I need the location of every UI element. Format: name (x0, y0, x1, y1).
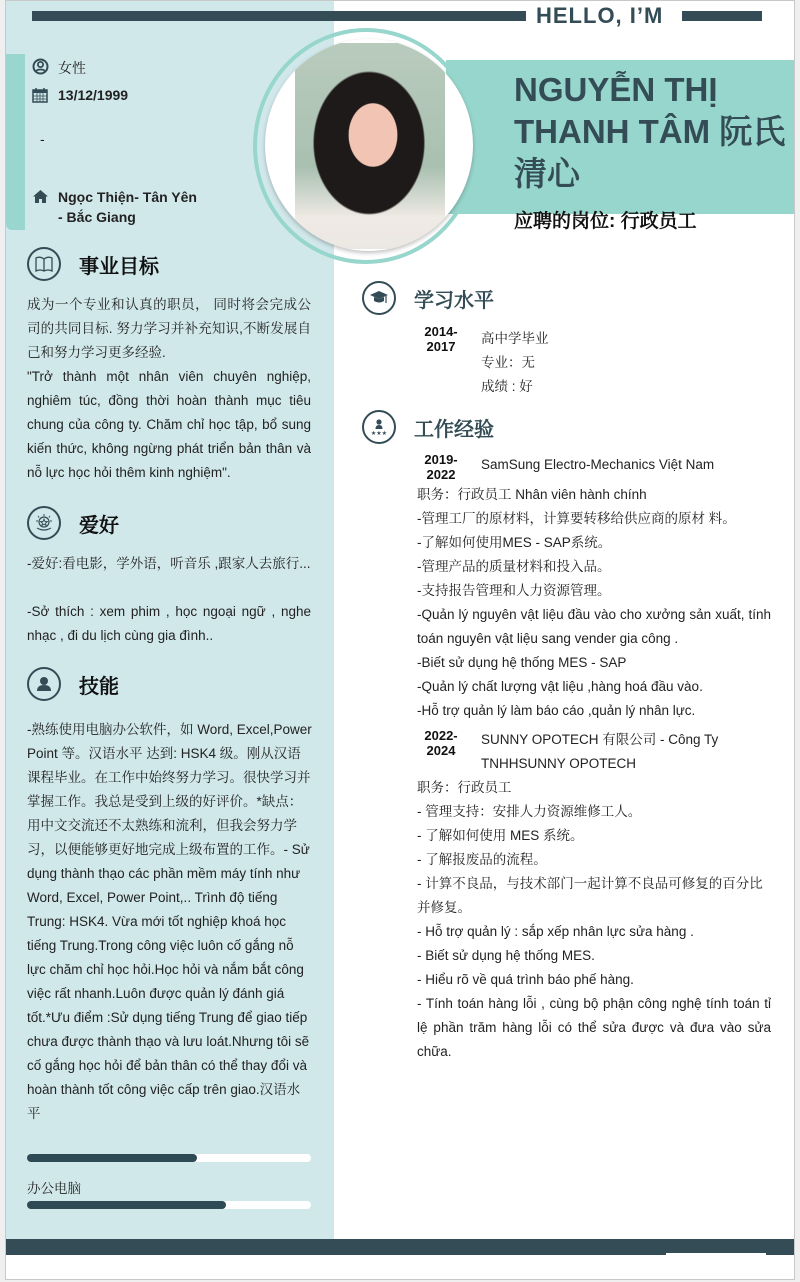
job-2-year-end: 2024 (426, 743, 456, 758)
user-avatar-icon (27, 667, 61, 701)
award-star-icon (27, 506, 61, 540)
career-goal-title: 事业目标 (79, 255, 159, 278)
job-2-details (417, 776, 771, 1064)
job-2-years (419, 728, 463, 758)
birthdate-row (32, 87, 128, 108)
job-2-line: - 计算不良品，与技术部门一起计算不良品可修复的百分比并修复。 (417, 876, 763, 915)
job-1-line: -Quản lý chất lượng vật liệu ,hàng hoá đầu vào. (417, 679, 703, 694)
education-line-2: 专业：无 (481, 355, 535, 370)
experience-heading (362, 410, 494, 444)
job-1-company: SamSung Electro-Mechanics Việt Nam (481, 457, 715, 472)
education-line-3: 成绩 : 好 (481, 379, 533, 394)
job-1-line: -支持报告管理和人力资源管理。 (417, 583, 611, 598)
job-2-line: 职务：行政员工 (417, 780, 512, 795)
profile-photo (265, 39, 473, 251)
footer-notch (666, 1253, 766, 1256)
user-circle-icon (32, 58, 58, 80)
skill-label-office: 办公电脑 (27, 1181, 81, 1196)
dash-text: - (40, 131, 45, 147)
job-1-line: -Biết sử dụng hệ thống MES - SAP (417, 655, 627, 670)
book-icon (27, 247, 61, 281)
svg-text:★★★: ★★★ (370, 431, 388, 437)
job-1-line: 职务：行政员工 Nhân viên hành chính (417, 487, 647, 502)
job-1-details (417, 483, 771, 723)
resume-page (5, 0, 795, 1280)
job-2-line: - 了解如何使用 MES 系统。 (417, 828, 584, 843)
gender-row (32, 58, 86, 80)
hobbies-heading (27, 506, 119, 540)
education-title: 学习水平 (414, 289, 494, 312)
job-1-line: -管理产品的质量材料和投入品。 (417, 559, 611, 574)
education-heading (362, 281, 494, 315)
skill-bar-chinese (27, 1154, 311, 1162)
skill-bar-office-fill (27, 1201, 226, 1209)
experience-title: 工作经验 (414, 418, 494, 441)
education-years (419, 324, 463, 354)
job-2-line: - Hiểu rõ về quá trình báo phế hàng. (417, 972, 634, 987)
job-2-line: - Hỗ trợ quản lý : sắp xếp nhân lực sửa hàng . (417, 924, 694, 939)
job-1-line: -Quản lý nguyên vật liệu đầu vào cho xưởng sản xuất, tính toán nguyên vật liệu sang vender gia công . (417, 607, 771, 646)
education-year-start: 2014- (424, 324, 458, 339)
address-line-1: Ngọc Thiện- Tân Yên (58, 189, 197, 205)
job-2-line: - 管理支持：安排人力资源维修工人。 (417, 804, 642, 819)
job-1-line: -Hỗ trợ quản lý làm báo cáo ,quản lý nhân lực. (417, 703, 696, 718)
hobbies-title: 爱好 (79, 514, 119, 537)
job-1-line: -了解如何使用MES - SAP系统。 (417, 535, 612, 550)
header-rule-left (32, 11, 526, 21)
skill-bar-office (27, 1201, 311, 1209)
applied-position: 应聘的岗位: 行政员工 (514, 211, 697, 232)
hello-heading: HELLO, I’M (536, 3, 664, 28)
job-2-line: - Tính toán hàng lỗi , cùng bộ phận công nghệ tính toán tỉ lệ phần trăm hàng lỗi có thể sửa được và đưa vào sửa chữa. (417, 996, 771, 1059)
job-2-line: - Biết sử dụng hệ thống MES. (417, 948, 595, 963)
candidate-name: NGUYỄN THỊ THANH TÂM 阮氏清心 (514, 71, 786, 192)
graduation-cap-icon (362, 281, 396, 315)
birthdate-value: 13/12/1999 (58, 87, 129, 103)
job-2-company: SUNNY OPOTECH 有限公司 - Công Ty TNHHSUNNY OPOTECH (481, 732, 719, 771)
job-2-year-start: 2022- (424, 728, 458, 743)
photo-portrait (295, 43, 445, 249)
job-1-years (419, 452, 463, 482)
skills-heading (27, 667, 119, 701)
job-1-year-end: 2022 (426, 467, 456, 482)
hobbies-text-cn: -爱好:看电影，学外语，听音乐 ,跟家人去旅行... (27, 556, 311, 571)
address-row (32, 189, 197, 227)
skill-bar-chinese-fill (27, 1154, 197, 1162)
hobbies-text-vi: -Sở thích : xem phim , học ngoại ngữ , nghe nhạc , đi du lịch cùng gia đình.. (27, 604, 311, 643)
home-icon (32, 189, 58, 209)
address-line-2: - Bắc Giang (58, 209, 136, 225)
career-goal-text-cn: 成为一个专业和认真的职员， 同时将会完成公司的共同目标. 努力学习并补充知识,不断发展自己和努力学习更多经验. (27, 297, 311, 360)
education-year-end: 2017 (426, 339, 456, 354)
career-goal-text-vi: "Trở thành một nhân viên chuyên nghiệp, nghiêm túc, đồng thời hoàn thành mục tiêu chung của công ty. Chăm chỉ học tập, bổ sung kiến thức, không ngừng phát triển bản thân và nỗ lực học hỏi thêm kinh nghiệm". (27, 369, 311, 480)
career-goal-heading (27, 247, 159, 281)
job-1-line: -管理工厂的原材料，计算要转移给供应商的原材 料。 (417, 511, 736, 526)
placeholder-dash (40, 131, 45, 147)
gender-value: 女性 (58, 60, 86, 76)
education-line-1: 高中学毕业 (481, 331, 549, 346)
job-1-year-start: 2019- (424, 452, 458, 467)
calendar-icon (32, 87, 58, 108)
job-2-line: - 了解报废品的流程。 (417, 852, 547, 867)
skills-title: 技能 (79, 675, 119, 698)
employee-stars-icon (362, 410, 396, 444)
header-rule-right (682, 11, 762, 21)
accent-strip (6, 54, 25, 230)
skills-text: -熟练使用电脑办公软件，如 Word, Excel,Power Point 等。汉语水平 达到: HSK4 级。刚从汉语课程毕业。在工作中始终努力学习。很快学习并掌握工作。我总是受到上级的好评价。*缺点： 用中文交流还不太熟练和流利，但我会努力学习，以便能够更好地完成上级布置的工作。- Sử dụng thành thạo các phần mềm máy tính như Word, Excel, Power Point,.. Trình độ tiếng Trung: HSK4. Vừa mới tốt nghiệp khoá học tiếng Trung.Trong công việc luôn cố gắng nỗ lực chăm chỉ học hỏi.Học hỏi và nắm bắt công việc rất nhanh.Luôn được quản lý đánh giá tốt.*Ưu điểm :Sử dụng tiếng Trung để giao tiếp chưa được thành thạo và lưu loát.Nhưng tôi sẽ cố gắng học hỏi để bản thân có thể thay đổi và hoàn thành tốt công việc cấp trên giao.汉语水平 (27, 722, 312, 1121)
